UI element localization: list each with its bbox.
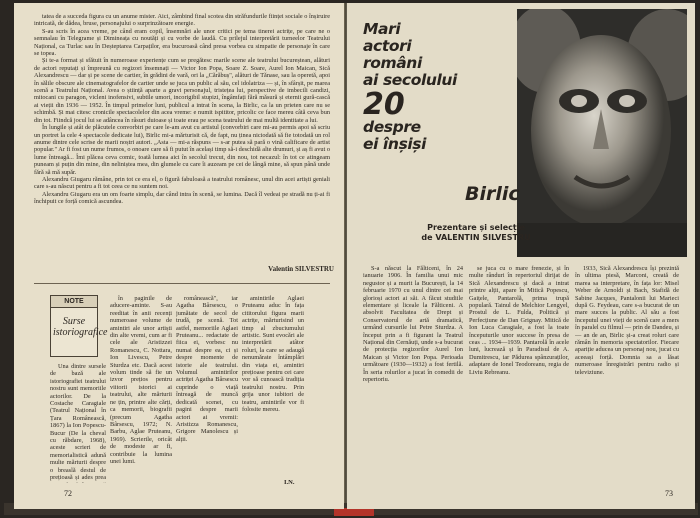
actor-photo xyxy=(517,9,687,257)
right-page xyxy=(347,3,695,509)
title-line: ei înșiși xyxy=(363,135,427,153)
book-spread xyxy=(4,3,698,513)
note-box xyxy=(50,295,108,357)
note-column xyxy=(242,295,304,475)
title-line: Mari xyxy=(363,20,401,38)
paragraph: Și te-a format și sfătuit în numeroase experiențe cum se pregătesc marile scene ale teatrului bucureștean, alături de actori reputați și împreună cu regizori însemnați — Victor Ion Popa, Soare Z. Soare, Aurel Ion Maican, Sică Alexandrescu — dar și pe scene de cartier, în grădini de vară, ori la „Cărăbuș", alături de Tănase, sau la operetă, apoi în sălile obscure ale cinematografelor de cartier unde se juca un public al său, cel idolatriza — și, în sfârșit, pe marea scenă a Teatrului Național. Avea o știință aparte a gravi personajul, tristețea lui, perspective de imbecili candizi, mitocani cu paragon, vicleni inofensivi, subtile umori, incorigibil stupizi, îngâmfați fără măsură și eternii gură-cască ai vieții din 1936 — 1952. În timpul primelor luni, publicul a intrat în scena, la Birlic, ca la un prieten care nu se schimbă. Și mai citesc cronicile spectacolelor din acea vreme: e numit ispititor, pricolic ce face mereu câtă ceva bun din tot. Fiindcă jocul lui se adâncea în râsuri duioase și toate erau pe scena teatrului de mai multă identitate a lui. xyxy=(34,57,330,124)
paragraph: Alexandru Giugaru era un om foarte simplu, dar când intra în scenă, se lumina. Dacă îl vedeai pe stradă nu ți-ai fi închipuit ce forță comică ascundea. xyxy=(34,190,330,206)
biography-column xyxy=(363,265,463,485)
left-page xyxy=(14,3,344,509)
paragraph: Una dintre sursele de bază ale istoriografiei teatrului nostru sunt memoriile actorilor. De la Costache Caragiale (Teatrul Național în Țara Românească, 1867) la Ion Popescu-Bucur (De la cheval cu răbdare, 1968), aceste scrieri de memorialistică adună multe mărturii despre o breaslă destul de prețioasă și ades prea xyxy=(50,363,106,482)
title-line: ai secolului xyxy=(363,71,457,89)
author-signature: Valentin SILVESTRU xyxy=(268,265,334,273)
note-initials: I.N. xyxy=(284,479,295,486)
note-title: Surse istoriografice xyxy=(53,316,108,338)
article-body xyxy=(34,13,330,269)
note-label: NOTE xyxy=(51,296,97,308)
paragraph: S-a născut la Fălticeni, în 24 ianuarie 1906. În familia unui mic negustor și a murit la București, la 14 februarie 1970 cu unul dintre cei mai glorioși actori ai săi. A făcut studiile elementare și liceale la Fălticeni. A absolvit Facultatea de Drept și Conservatorul de artă dramatică, urmând cursurile lui Petre Sturdza. A început prin a fi figurant la Teatrul Național din Cernăuți, unde s-a bucurat de protecția regizorilor Aurel Ion Maican și Victor Ion Popa. Perioada următoare (1930—1932) a fost fertilă. În seria rolurilor a jucat în comedii de repertoriu. xyxy=(363,265,463,384)
portrait-image xyxy=(517,9,687,257)
bookmark-ribbon xyxy=(334,508,374,516)
section-divider xyxy=(34,283,330,284)
title-number: 20 xyxy=(363,87,405,122)
title-line: români xyxy=(363,54,422,72)
page-number-right: 73 xyxy=(665,489,673,498)
paragraph: se juca cu o mare frenezie, și în multe rânduri în repertoriul dirijat de Sică Alexandrescu și dacă a intrat printre alții, apare în Mitică Popescu, Gaițele, Pantarolă, prima trupă populară. Tainul de Melchior Lengyel, Prostul de L. Fulda, Politică și Perfecțiune de Dan Grignay. Mitică de Ion Luca Caragiale, a fost la toate începuturile unor succese în presa de ceas ... 1934—1939. Pantarolă în acele luni, lucrează și în Paradisul de A. Dumitrescu, iar Pădurea spânzuraților, adaptare de Ionel Teodoreanu, regia de Liviu Rebreanu. xyxy=(469,265,569,376)
biography-column xyxy=(469,265,569,485)
biography-column xyxy=(575,265,679,485)
paragraph: în paginile de aducere-aminte. S-au reeditat în anii recenți numeroase volume de amintiri ale unor artiști din alte vremi, cum ar fi cele ale Aristizzei Romanescu, C. Nottara, Ion Livescu, Petre Sturdza etc. Dacă acest volum tinde să fie un izvor prețios pentru viitorii istorici ai teatrului, alte mărturii ne țin, printre alte cărți, ca memorii, biografii (precum Agatha Bârsescu, 1972; N. Barbu, Aglae Pruteanu, 1969). Scrierile, oricât de modeste ar fi, contribuie la lumina unei lumi. xyxy=(110,295,172,465)
paragraph: tatea de a succeda figura cu un anume mister. Aici, zâmbind final scotea din străfundurile ființei sociale o înșiruire intricată, de dădea, bruse, personajului o surprinzătoare energie. xyxy=(34,13,330,28)
actor-name: Birlic xyxy=(465,183,520,205)
paragraph: 1933, Sică Alexandrescu își prezintă în ultima piesă, Marconi, creată de marea sa interpretare, în fața lor: Misel Weber de Arnoldi și Bach, Stafidă de Sabine Jacques, Pantalonii lui Marieci după G. Feydeau, care s-a bucurat de un mare succes la public. Al său a fost începutul unei vieți de scenă care a mers în paralel cu filmul — prin de Dandeu, și — an de an, Birlic și-a creat roluri care rămân în memoria spectatorilor. Fiecare apariție aducea un personaj nou, jucat cu aceeași forță. Domnia sa a lăsat numeroase înregistrări pentru radio și televiziune. xyxy=(575,265,679,376)
byline-author: de VALENTIN SILVESTRU xyxy=(421,233,531,242)
paragraph: Alexandru Giugaru rămâne, prin tot ce era el, o figură fabuloasă a teatrului românesc, unul din acei artiști geniali care s-au născut pentru a fi tot ceea ce nu suntem noi. xyxy=(34,175,330,191)
series-title xyxy=(363,21,459,225)
note-column xyxy=(50,363,106,483)
note-column xyxy=(110,295,172,483)
paragraph: românească", iar Agatha Bârsescu, o jumătate de secol de trudă, pe scenă. Tot astfel, memoriile Aglaei Pruteanu... redactate de fiica ei, vorbesc nu numai despre ea, ci și despre momente de istorie ale teatrului. Volumul amintirilor actriței Agatha Bârsescu cuprinde o viață întreagă de muncă dedicată scenei, cu pagini despre marii actori ai vremii: Aristizza Romanescu, Grigore Manolescu și alții. xyxy=(176,295,238,443)
title-line: actori xyxy=(363,37,412,55)
note-column xyxy=(176,295,238,483)
article-byline xyxy=(391,223,561,243)
paragraph: În lungile și atât de plăcutele convorbiri pe care le-am avut cu artistul (convorbiri care mi-au permis apoi să scriu un portret la cele 4 spectacole dedicate lui), Birlic mi-a mărturisit că, de fapt, nu ținea niciodată să fie totodată un rol anume dintre cele scrise de marii noștri autori. „Asta — mi-a răspuns — s-ar putea să pară o vină calificare de artist popular." Ar fi fost un nume frumos, o onoare care să fi putut în același timp să-i deschidă alte drumuri, și aș fi avut o lume întreagă... Îmi plăcea ceva comic, toată lumea aici în secolul trecut, din nou, tot necazul: în tot ce atingeam puneam și puțin din mine, din neliniștea mea, din glumele cu care îi auzeam pe cei de lângă mine, să spun până unde fără să mă supăr. xyxy=(34,124,330,176)
paragraph: amintirile Aglaei Pruteanu aduc în fața cititorului figura marii actrițe, mărturisind un timp al zbuciumului artistic. Sunt evocări ale interpretării atâtor roluri, la care se adaugă nenumărate întâmplări din viața ei, amintiri prețioase pentru cei care vor să cunoască tradiția teatrului nostru. Prin grija unor iubitori de teatru, amintirile vor fi folosite mereu. xyxy=(242,295,304,414)
page-number-left: 72 xyxy=(64,489,72,498)
paragraph: S-au scris în acea vreme, pe când eram copil, însemnări ale unor critici pe tema tinerei actrițe, pe care ne o semnalau în Telegrame și Dimineața cu noutăți și cu vorbe de laudă. Cu prilejul interpretării turneelor Teatrului Național, ca Turlac sau în Deșteptarea Carpaților, era bucuroasă când presa vorbea cu simpatie de personaje în care se topea. xyxy=(34,27,330,58)
title-line: despre xyxy=(363,118,421,136)
byline-line: Prezentare și selecție xyxy=(427,223,525,232)
